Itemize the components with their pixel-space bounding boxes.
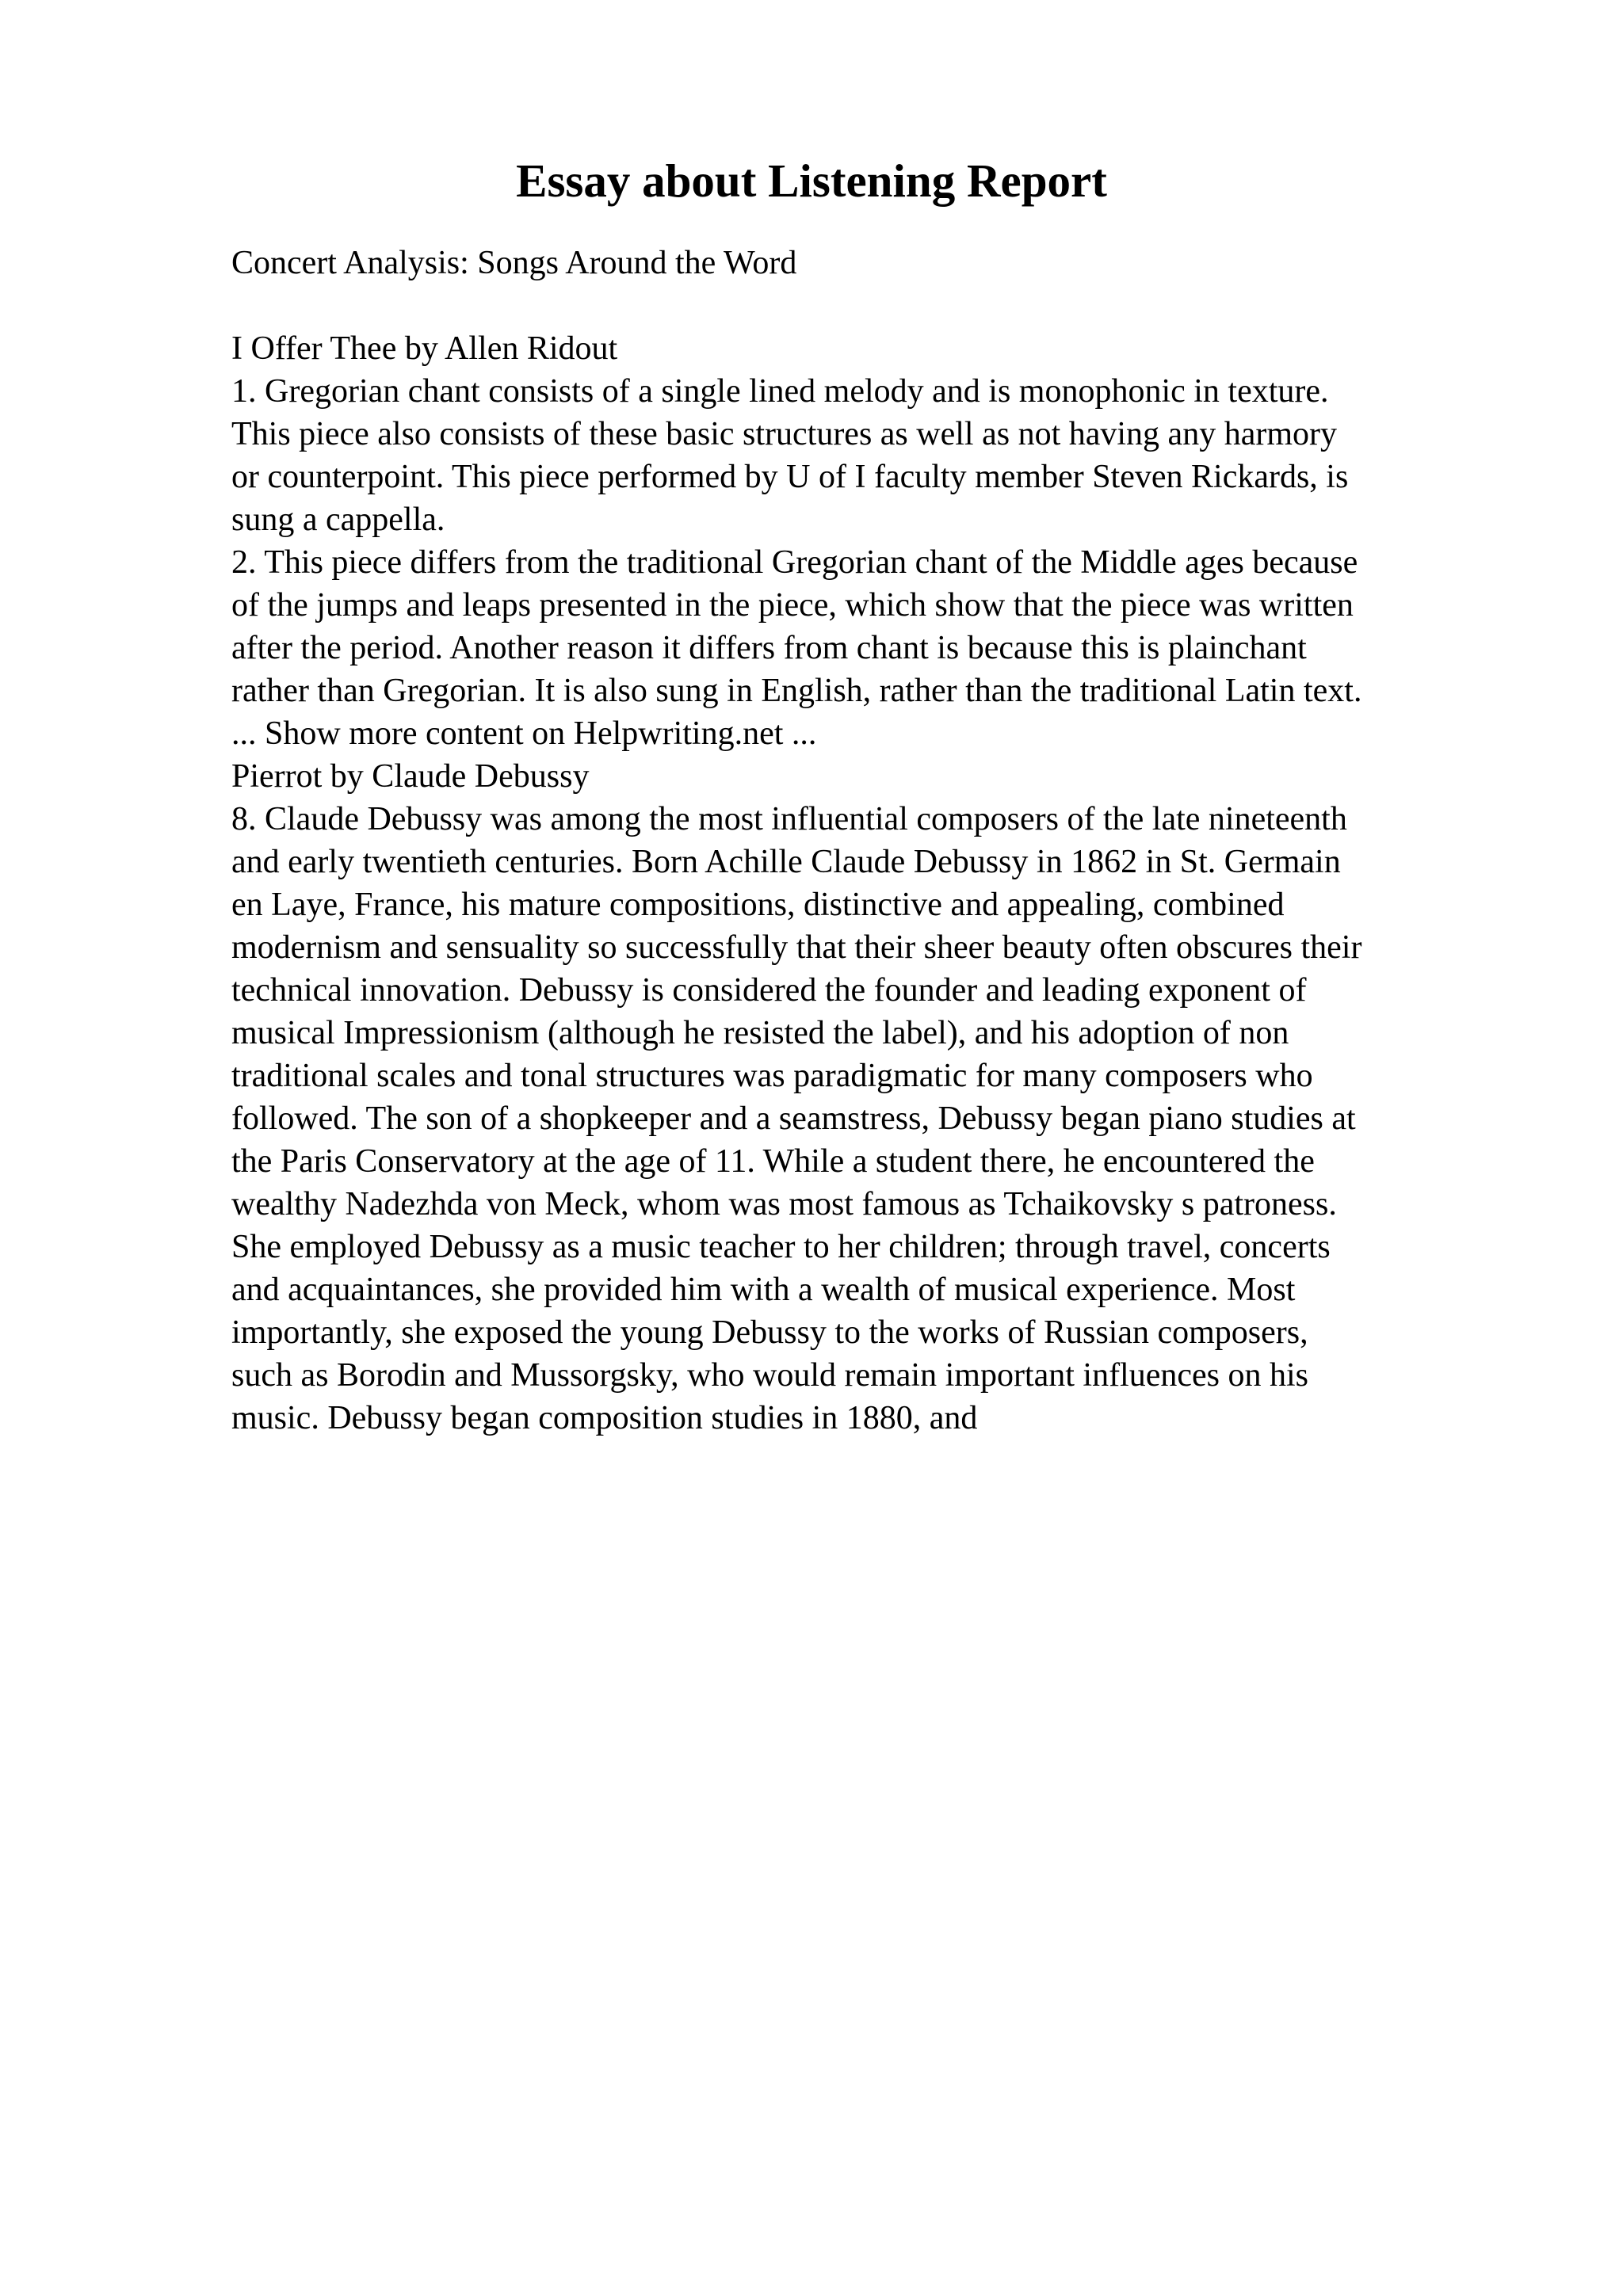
text-line: after the period. Another reason it differs from chant is because this is plainchant	[231, 630, 1307, 666]
text-line: She employed Debussy as a music teacher to her children; through travel, concerts	[231, 1229, 1331, 1265]
text-line: the Paris Conservatory at the age of 11. While a student there, he encountered the	[231, 1143, 1315, 1180]
text-line: and early twentieth centuries. Born Achille Claude Debussy in 1862 in St. Germain	[231, 844, 1341, 880]
text-line: rather than Gregorian. It is also sung in English, rather than the traditional Latin text.	[231, 673, 1362, 709]
text-line: and acquaintances, she provided him with a wealth of musical experience. Most	[231, 1272, 1296, 1308]
text-line: music. Debussy began composition studies in 1880, and	[231, 1400, 978, 1436]
text-line: 1. Gregorian chant consists of a single lined melody and is monophonic in texture.	[231, 373, 1329, 410]
text-line: followed. The son of a shopkeeper and a seamstress, Debussy began piano studies at	[231, 1100, 1356, 1137]
piece-heading-pierrot: Pierrot by Claude Debussy	[231, 758, 590, 795]
document-body	[231, 242, 1499, 1440]
blank-line	[231, 284, 1499, 327]
text-line: or counterpoint. This piece performed by U of I faculty member Steven Rickards, is	[231, 459, 1349, 495]
text-line: of the jumps and leaps presented in the piece, which show that the piece was written	[231, 587, 1354, 624]
text-line: such as Borodin and Mussorgsky, who would remain important influences on his	[231, 1357, 1309, 1394]
document-title: Essay about Listening Report	[516, 154, 1107, 207]
text-line: musical Impressionism (although he resisted the label), and his adoption of non	[231, 1015, 1289, 1051]
text-line: 8. Claude Debussy was among the most influential composers of the late nineteenth	[231, 801, 1347, 837]
text-line: 2. This piece differs from the traditional Gregorian chant of the Middle ages because	[231, 544, 1358, 581]
text-line: modernism and sensuality so successfully that their sheer beauty often obscures their	[231, 929, 1362, 966]
text-line: technical innovation. Debussy is considered the founder and leading exponent of	[231, 972, 1307, 1009]
piece-heading-i-offer-thee: I Offer Thee by Allen Ridout	[231, 330, 618, 367]
text-line: This piece also consists of these basic structures as well as not having any harmory	[231, 416, 1337, 452]
text-line: traditional scales and tonal structures was paradigmatic for many composers who	[231, 1058, 1313, 1094]
concert-analysis-heading: Concert Analysis: Songs Around the Word	[231, 245, 797, 281]
text-line: en Laye, France, his mature compositions, distinctive and appealing, combined	[231, 887, 1285, 923]
show-more-link[interactable]: ... Show more content on Helpwriting.net ...	[231, 715, 817, 752]
text-line: sung a cappella.	[231, 502, 445, 538]
text-line: wealthy Nadezhda von Meck, whom was most famous as Tchaikovsky s patroness.	[231, 1186, 1337, 1222]
text-line: importantly, she exposed the young Debussy to the works of Russian composers,	[231, 1314, 1308, 1351]
